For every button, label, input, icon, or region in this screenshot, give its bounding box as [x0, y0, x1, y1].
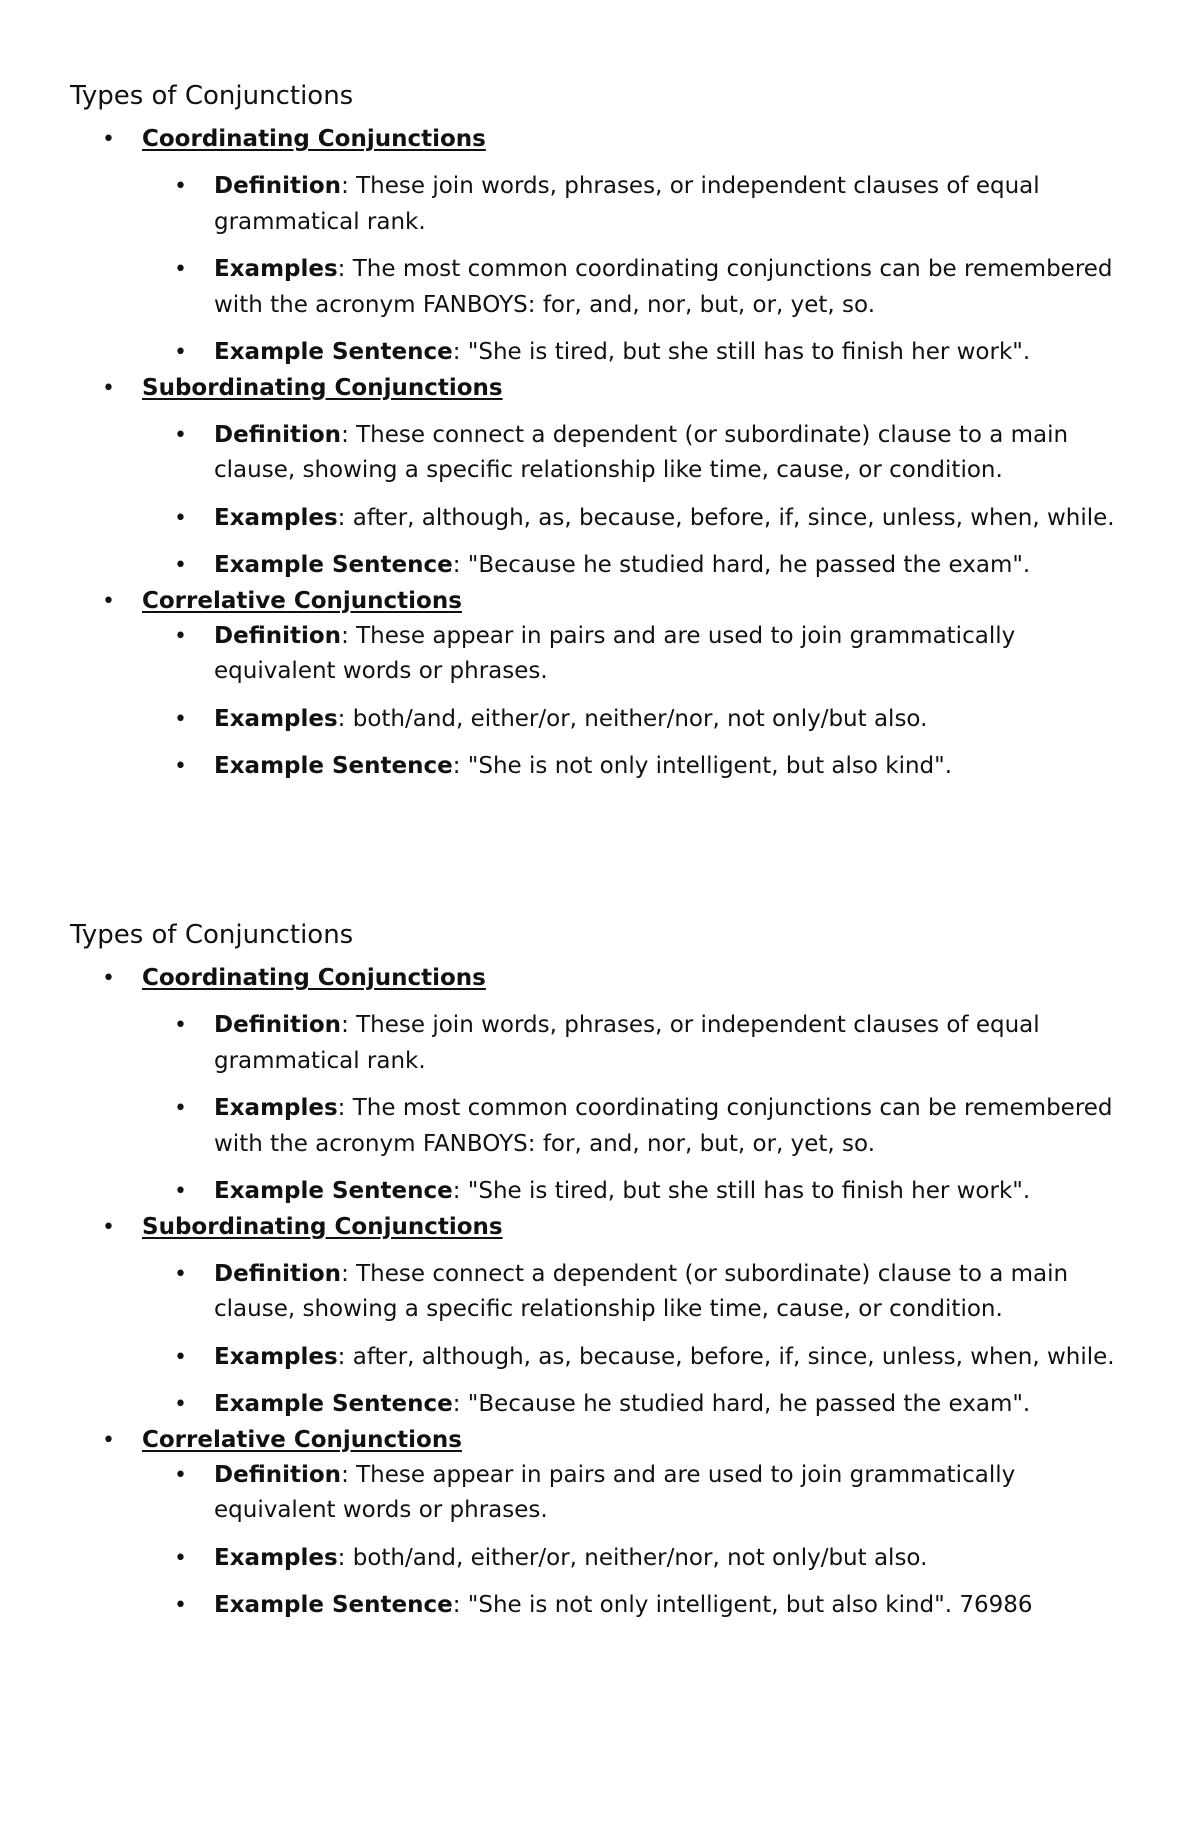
bullet-icon: • — [174, 1593, 187, 1618]
section-heading: Correlative Conjunctions — [142, 1426, 462, 1453]
list-item-definition — [142, 1458, 1130, 1529]
list-item-examples — [142, 252, 1130, 323]
item-label: Examples — [214, 256, 338, 282]
list-item-example-sentence — [142, 1174, 1130, 1210]
item-text: : These connect a dependent (or subordinate) clause to a main clause, showing a specific relationship like time, cause, or condition. — [214, 1260, 1069, 1322]
section-heading: Coordinating Conjunctions — [142, 126, 486, 152]
item-text: : after, although, as, because, before, if, since, unless, when, while. — [337, 504, 1115, 531]
bullet-icon: • — [174, 1344, 187, 1370]
list-item-definition — [142, 169, 1130, 240]
page-title: Types of Conjunctions — [70, 920, 354, 950]
conjunctions-block-2 — [70, 917, 1130, 1624]
bullet-icon: • — [102, 966, 115, 991]
bullet-icon: • — [174, 174, 187, 199]
list-item-examples — [142, 1340, 1130, 1376]
item-label: Examples — [214, 504, 338, 531]
section-subordinating — [70, 371, 1130, 584]
item-text: : These appear in pairs and are used to join grammatically equivalent words or phrases. — [214, 1461, 1016, 1523]
item-label: Examples — [214, 1544, 338, 1571]
item-label: Example Sentence — [214, 753, 453, 779]
item-label: Definition — [214, 421, 342, 448]
item-label: Example Sentence — [214, 1178, 453, 1204]
item-text: : "Because he studied hard, he passed the exam". — [452, 552, 1031, 578]
conjunctions-block-1 — [70, 78, 1130, 785]
item-text: : These connect a dependent (or subordinate) clause to a main clause, showing a specific relationship like time, cause, or condition. — [214, 421, 1069, 483]
bullet-icon: • — [174, 623, 187, 649]
bullet-icon: • — [174, 505, 187, 531]
item-text: : both/and, either/or, neither/nor, not only/but also. — [337, 1544, 928, 1571]
item-text: : The most common coordinating conjunctions can be remembered with the acronym FANBOYS: for, and, nor, but, or, yet, so. — [214, 1095, 1113, 1157]
section-subordinating — [70, 1210, 1130, 1423]
bullet-icon: • — [102, 375, 115, 401]
item-text: : "Because he studied hard, he passed the exam". — [452, 1391, 1031, 1417]
item-text: : These appear in pairs and are used to join grammatically equivalent words or phrases. — [214, 622, 1016, 684]
item-text: : These join words, phrases, or independent clauses of equal grammatical rank. — [214, 1012, 1040, 1074]
section-coordinating — [70, 122, 1130, 371]
bullet-icon: • — [174, 422, 187, 448]
item-label: Definition — [214, 622, 342, 649]
bullet-icon: • — [174, 754, 187, 779]
list-item-examples — [142, 702, 1130, 738]
bullet-icon: • — [174, 1013, 187, 1038]
bullet-icon: • — [174, 340, 187, 365]
item-list — [142, 1008, 1130, 1210]
bullet-icon: • — [174, 1096, 187, 1121]
bullet-icon: • — [102, 1427, 115, 1453]
item-list — [142, 418, 1130, 584]
item-text: : both/and, either/or, neither/nor, not only/but also. — [337, 705, 928, 732]
section-correlative — [70, 584, 1130, 785]
bullet-icon: • — [174, 1392, 187, 1417]
item-label: Example Sentence — [214, 1592, 453, 1618]
section-correlative — [70, 1423, 1130, 1624]
list-item-example-sentence — [142, 749, 1130, 785]
item-label: Example Sentence — [214, 339, 453, 365]
item-text: : "She is not only intelligent, but also kind". 76986 — [452, 1592, 1033, 1618]
item-text: : "She is not only intelligent, but also kind". — [452, 753, 953, 779]
item-label: Definition — [214, 1012, 342, 1038]
list-item-example-sentence — [142, 335, 1130, 371]
bullet-icon: • — [174, 257, 187, 282]
item-text: : The most common coordinating conjunctions can be remembered with the acronym FANBOYS: for, and, nor, but, or, yet, so. — [214, 256, 1113, 318]
bullet-icon: • — [174, 553, 187, 578]
section-heading: Subordinating Conjunctions — [142, 1213, 503, 1240]
section-list — [70, 122, 1130, 785]
item-text: : "She is tired, but she still has to finish her work". — [452, 1178, 1031, 1204]
item-label: Examples — [214, 1343, 338, 1370]
section-list — [70, 961, 1130, 1624]
bullet-icon: • — [174, 1179, 187, 1204]
list-item-example-sentence — [142, 1387, 1130, 1423]
bullet-icon: • — [174, 706, 187, 732]
section-heading: Subordinating Conjunctions — [142, 374, 503, 401]
bullet-icon: • — [102, 1214, 115, 1240]
bullet-icon: • — [174, 1261, 187, 1287]
page-title: Types of Conjunctions — [70, 81, 354, 111]
item-list — [142, 619, 1130, 785]
list-item-example-sentence — [142, 1588, 1130, 1624]
list-item-examples — [142, 1541, 1130, 1577]
item-label: Definition — [214, 1461, 342, 1488]
item-label: Example Sentence — [214, 552, 453, 578]
item-label: Definition — [214, 1260, 342, 1287]
item-list — [142, 1458, 1130, 1624]
section-coordinating — [70, 961, 1130, 1210]
item-text: : after, although, as, because, before, if, since, unless, when, while. — [337, 1343, 1115, 1370]
item-label: Definition — [214, 173, 342, 199]
item-list — [142, 169, 1130, 371]
list-item-definition — [142, 418, 1130, 489]
item-label: Examples — [214, 705, 338, 732]
bullet-icon: • — [102, 588, 115, 614]
list-item-definition — [142, 1257, 1130, 1328]
item-text: : "She is tired, but she still has to finish her work". — [452, 339, 1031, 365]
section-heading: Correlative Conjunctions — [142, 587, 462, 614]
item-text: : These join words, phrases, or independent clauses of equal grammatical rank. — [214, 173, 1040, 235]
list-item-examples — [142, 501, 1130, 537]
list-item-examples — [142, 1091, 1130, 1162]
bullet-icon: • — [174, 1545, 187, 1571]
list-item-definition — [142, 1008, 1130, 1079]
section-heading: Coordinating Conjunctions — [142, 965, 486, 991]
list-item-definition — [142, 619, 1130, 690]
item-list — [142, 1257, 1130, 1423]
item-label: Example Sentence — [214, 1391, 453, 1417]
bullet-icon: • — [174, 1462, 187, 1488]
list-item-example-sentence — [142, 548, 1130, 584]
item-label: Examples — [214, 1095, 338, 1121]
bullet-icon: • — [102, 127, 115, 152]
